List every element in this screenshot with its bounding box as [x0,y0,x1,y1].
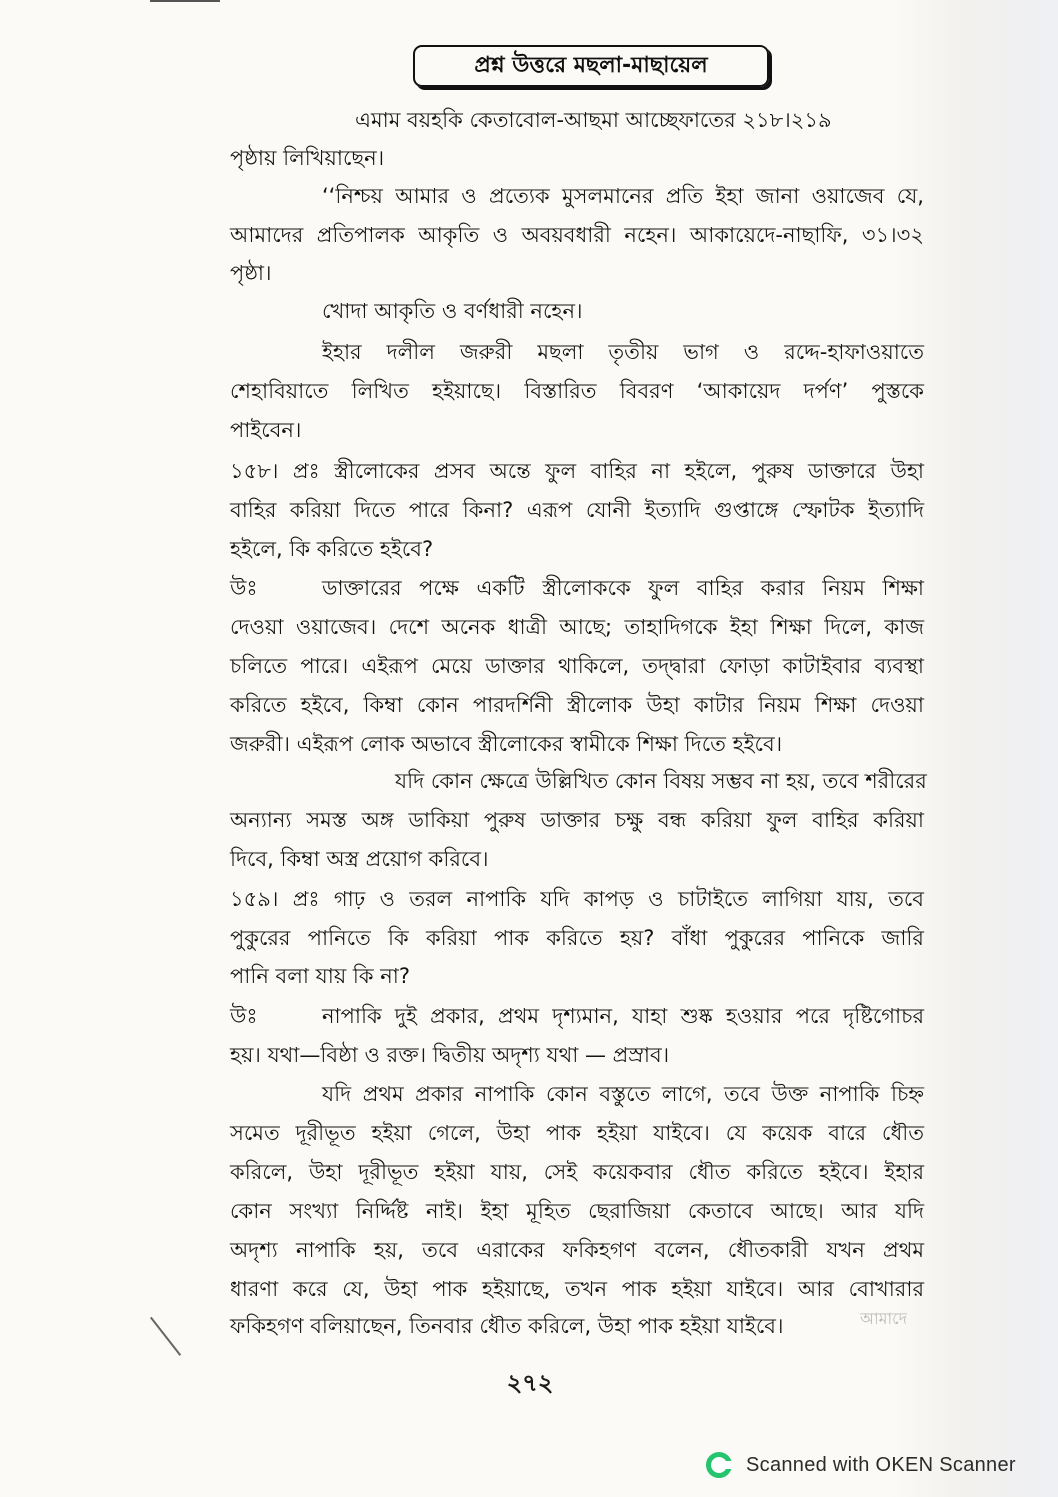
answer-159-line: নাপাকি দুই প্রকার, প্রথম দৃশ্যমান, যাহা শুষ্ক হওয়ার পরে দৃষ্টিগোচর [322,1004,924,1028]
oken-scanner-logo-icon [706,1452,732,1478]
page-number: ২৭২ [506,1369,554,1397]
text-line: দেওয়া ওয়াজেব। দেশে অনেক ধাত্রী আছে; তাহাদিগকে ইহা শিক্ষা দিলে, কাজ [230,615,924,639]
text-line: ‘‘নিশ্চয় আমার ও প্রত্যেক মুসলমানের প্রতি ইহা জানা ওয়াজেব যে, [322,184,924,208]
text-line: পাইবেন। [230,418,302,442]
text-line: সমেত দূরীভূত হইয়া গেলে, উহা পাক হইয়া যাইবে। যে কয়েক বারে ধৌত [230,1121,924,1145]
text-line: আমাদের প্রতিপালক আকৃতি ও অবয়বধারী নহেন। আকায়েদে-নাছাফি, ৩১।৩২ [230,223,924,247]
text-line: শেহাবিয়াতে লিখিত হইয়াছে। বিস্তারিত বিবরণ ‘আকায়েদ দর্পণ’ পুস্তকে [230,379,924,403]
text-line: পুকুরের পানিতে কি করিয়া পাক করিতে হয়? বাঁধা পুকুরের পানিকে জারি [230,926,924,950]
answer-label: উঃ [230,1004,258,1028]
scanner-watermark-text: Scanned with OKEN Scanner [746,1453,1016,1476]
question-158-line: ১৫৮। প্রঃ স্ত্রীলোকের প্রসব অন্তে ফুল বাহির না হইলে, পুরুষ ডাক্তারে উহা [230,459,924,483]
text-line: করিলে, উহা দূরীভূত হইয়া যায়, সেই কয়েকবার ধৌত করিতে হইবে। ইহার [230,1160,924,1184]
stamp-ghost-text: আমাদে [860,1309,908,1328]
scanner-watermark [706,1447,1016,1483]
top-edge-mark [150,0,220,2]
text-line: হইলে, কি করিতে হইবে? [230,537,434,561]
text-line: অদৃশ্য নাপাকি হয়, তবে এরাকের ফকিহগণ বলেন, ধৌতকারী যখন প্রথম [230,1238,924,1262]
answer-158-line: ডাক্তারের পক্ষে একটি স্ত্রীলোককে ফুল বাহির করার নিয়ম শিক্ষা [322,576,924,600]
text-line: কোন সংখ্যা নির্দ্দিষ্ট নাই। ইহা মূহিত ছেরাজিয়া কেতাবে আছে। আর যদি [230,1199,924,1223]
text-line: ইহার দলীল জরুরী মছলা তৃতীয় ভাগ ও রদ্দে-হাফাওয়াতে [322,340,924,364]
page-header-box [413,45,769,87]
text-line: যদি প্রথম প্রকার নাপাকি কোন বস্তুতে লাগে, তবে উক্ত নাপাকি চিহ্ন [322,1082,924,1106]
text-line: পৃষ্ঠা। [230,261,272,285]
margin-scratch-mark [150,1317,181,1356]
page-header-title: প্রশ্ন উত্তরে মছলা-মাছায়েল [474,52,708,78]
text-line: বাহির করিয়া দিতে পারে কিনা? এরূপ যোনী ইত্যাদি গুপ্তাঙ্গে স্ফোটক ইত্যাদি [230,498,924,522]
text-line: ফকিহগণ বলিয়াছেন, তিনবার ধৌত করিলে, উহা পাক হইয়া যাইবে। [230,1314,784,1338]
text-line: করিতে হইবে, কিম্বা কোন পারদর্শিনী স্ত্রীলোক উহা কাটার নিয়ম শিক্ষা দেওয়া [230,693,924,717]
text-line: যদি কোন ক্ষেত্রে উল্লিখিত কোন বিষয় সম্ভব না হয়, তবে শরীরের [395,769,927,793]
text-line: খোদা আকৃতি ও বর্ণধারী নহেন। [322,299,583,323]
text-line: দিবে, কিম্বা অস্ত্র প্রয়োগ করিবে। [230,847,489,871]
text-line: চলিতে পারে। এইরূপ মেয়ে ডাক্তার থাকিলে, তদ্দ্বারা ফোড়া কাটাইবার ব্যবস্থা [230,654,924,678]
text-line: পানি বলা যায় কি না? [230,964,411,988]
text-line: ধারণা করে যে, উহা পাক হইয়াছে, তখন পাক হইয়া যাইবে। আর বোখারার [230,1277,924,1301]
text-line: অন্যান্য সমস্ত অঙ্গ ডাকিয়া পুরুষ ডাক্তার চক্ষু বন্ধ করিয়া ফুল বাহির করিয়া [230,808,924,832]
text-line: জরুরী। এইরূপ লোক অভাবে স্ত্রীলোকের স্বামীকে শিক্ষা দিতে হইবে। [230,732,783,756]
text-line: এমাম বয়হকি কেতাবোল-আছমা আচ্ছেফাতের ২১৮।২১৯ [355,108,832,132]
text-line: হয়। যথা—বিষ্ঠা ও রক্ত। দ্বিতীয় অদৃশ্য যথা — প্রস্রাব। [230,1043,670,1067]
answer-label: উঃ [230,576,258,600]
text-line: পৃষ্ঠায় লিখিয়াছেন। [230,146,385,170]
question-159-line: ১৫৯। প্রঃ গাঢ় ও তরল নাপাকি যদি কাপড় ও চাটাইতে লাগিয়া যায়, তবে [230,887,924,911]
